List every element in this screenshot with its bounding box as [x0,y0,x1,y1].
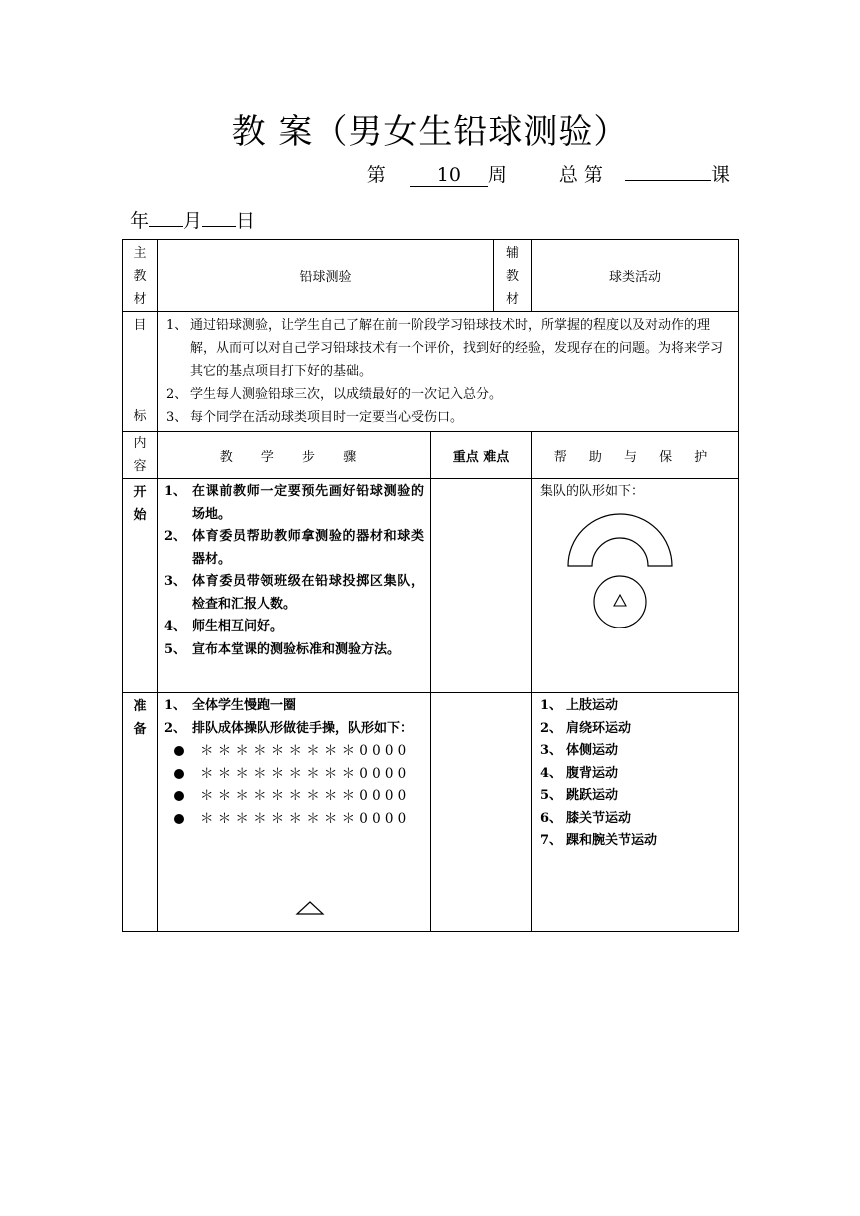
total-prefix: 总 第 [558,164,603,186]
step-item: 2、 排队成体操队形做徒手操，队形如下： [164,720,414,736]
goals-label: 目 标 [123,312,158,432]
page-title: 教 案（男女生铅球测验） [231,112,629,152]
bullet-icon [174,769,184,779]
steps-header: 教 学 步 骤 [158,432,431,479]
materials-row [123,240,739,312]
step-item: 1、 在课前教师一定要预先画好铅球测验的场地。 [164,484,424,522]
formation-row: ＊＊＊＊＊＊＊＊＊0000 [164,740,424,763]
formation-row: ＊＊＊＊＊＊＊＊＊0000 [164,785,424,808]
goals-row [123,312,739,432]
start-help [532,479,739,693]
day-label: 日 [236,210,256,232]
content-header: 内 容 [123,432,158,479]
date-line [130,206,255,233]
exercise-item: 7、 踝和腕关节运动 [540,833,658,848]
year-label: 年 [130,210,150,232]
start-section-row [123,479,739,693]
formation-row: ＊＊＊＊＊＊＊＊＊0000 [164,763,424,786]
day-blank [202,208,236,227]
lesson-suffix: 课 [710,164,730,186]
prep-help [532,693,739,932]
exercise-item: 6、 膝关节运动 [540,810,632,826]
week-suffix: 周 [487,164,507,186]
goals-list [158,312,739,432]
main-material-label: 主 教 材 [123,240,158,312]
header-row [123,432,739,479]
goal-item: 2、 学生每人测验铅球三次，以成绩最好的一次记入总分。 [166,387,503,402]
formation-diagram [540,508,730,628]
start-keypoints [431,479,532,693]
start-label: 开 始 [123,479,158,693]
student-arc-formation [568,514,672,566]
exercise-item: 1、 上肢运动 [540,698,619,713]
aux-material-label: 辅 教 材 [494,240,532,312]
prep-section-row [123,693,739,932]
month-label: 月 [183,210,203,232]
week-number: 10 [410,164,488,187]
formation-caption: 集队的队形如下： [540,484,645,499]
bullet-icon [174,814,184,824]
teacher-triangle-icon [295,900,325,916]
week-line [367,160,730,187]
goal-item: 3、 每个同学在活动球类项目时一定要当心受伤口。 [166,410,464,425]
main-material-value: 铅球测验 [158,240,494,312]
exercise-item: 3、 体侧运动 [540,743,619,758]
lesson-number [625,180,711,181]
aux-material-value: 球类活动 [532,240,739,312]
help-header: 帮 助 与 保 护 [532,432,739,479]
step-item: 4、 师生相互问好。 [164,619,284,634]
step-item: 3、 体育委员带领班级在铅球投掷区集队，检查和汇报人数。 [164,574,424,612]
week-prefix: 第 [366,164,386,186]
prep-keypoints [431,693,532,932]
goal-item: 1、 通过铅球测验，让学生自己了解在前一阶段学习铅球技术时，所掌握的程度以及对动作的理解，从而可以对自己学习铅球技术有一个评价，找到好的经验，发现存在的问题。为将来学习其它的基点项目打下好的基础。 [166,318,724,379]
prep-label: 准 备 [123,693,158,932]
lesson-plan-table [122,239,739,932]
exercise-item: 4、 腹背运动 [540,765,619,781]
exercise-item: 5、 跳跃运动 [540,788,619,803]
bullet-icon [174,791,184,801]
prep-steps [158,693,431,932]
exercise-item: 2、 肩绕环运动 [540,720,632,736]
formation-row: ＊＊＊＊＊＊＊＊＊0000 [164,808,424,831]
teacher-circle [594,576,646,628]
bullet-icon [174,746,184,756]
step-item: 1、 全体学生慢跑一圈 [164,698,297,713]
start-steps [158,479,431,693]
teacher-triangle-icon [614,595,626,606]
step-item: 2、 体育委员帮助教师拿测验的器材和球类器材。 [164,529,424,567]
step-item: 5、 宣布本堂课的测验标准和测验方法。 [164,641,401,657]
keypoints-header: 重点 难点 [431,432,532,479]
month-blank [149,208,183,227]
